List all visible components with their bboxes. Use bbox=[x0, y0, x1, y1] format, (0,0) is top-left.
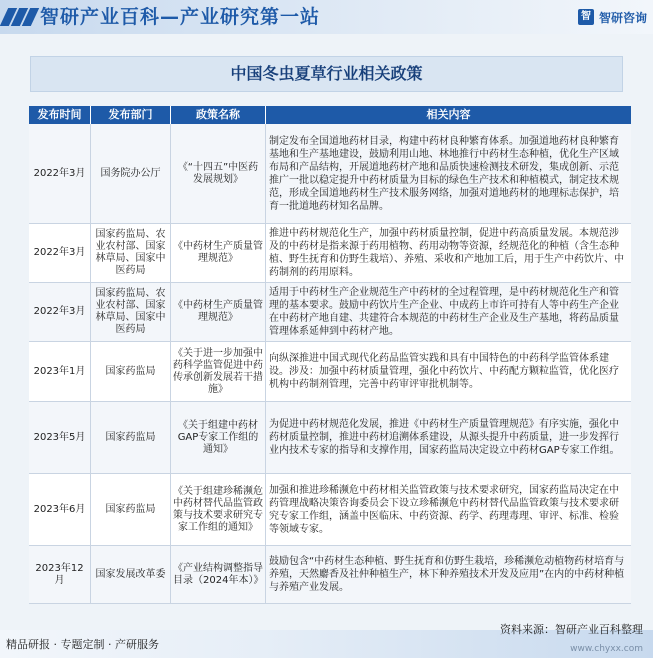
cell-dept: 国家药监局 bbox=[91, 342, 171, 401]
cell-dept: 国家发展改革委 bbox=[91, 546, 171, 603]
footer-services: 精品研报 · 专题定制 · 产研服务 bbox=[6, 638, 159, 651]
table-row bbox=[29, 402, 631, 474]
cell-dept: 国家药监局 bbox=[91, 474, 171, 545]
header-bar bbox=[0, 0, 653, 34]
table-row bbox=[29, 283, 631, 342]
data-source: 资料来源：智研产业百科整理 bbox=[500, 623, 643, 636]
column-header-name: 政策名称 bbox=[171, 106, 266, 124]
cell-dept: 国家药监局、农业农村部、国家林草局、国家中医药局 bbox=[91, 283, 171, 341]
cell-content: 推进中药材规范化生产，加强中药材质量控制，促进中药高质量发展。本规范涉及的中药材是指来源于药用植物、药用动物等资源，经规范化的种植（含生态种植、野生抚育和仿野生栽培）、养殖、采收和产地加工后，用于生产中药饮片、中药制剂的药用原料。 bbox=[269, 228, 624, 278]
table-body bbox=[29, 124, 631, 604]
header-stripes-icon bbox=[4, 8, 34, 26]
page-title: 中国冬虫夏草行业相关政策 bbox=[30, 56, 623, 92]
cell-date: 2023年12月 bbox=[29, 546, 91, 603]
cell-content: 适用于中药材生产企业规范生产中药材的全过程管理，是中药材规范化生产和管理的基本要求。鼓励中药饮片生产企业、中成药上市许可持有人等中药生产企业在中药材产地自建、共建符合本规范的中药材生产企业及生产基地，将药品质量管理体系延伸到中药材产地。 bbox=[269, 287, 619, 337]
footer-bar bbox=[0, 623, 653, 658]
cell-content: 为促进中药材规范化发展，推进《中药材生产质量管理规范》有序实施，强化中药材质量控制，推进中药材追溯体系建设，从源头提升中药质量，进一步发挥行业内技术专家的指导和支撑作用，国家药监局决定设立中药材GAP专家工作组。 bbox=[269, 419, 620, 456]
cell-date: 2022年3月 bbox=[29, 224, 91, 282]
cell-date: 2023年1月 bbox=[29, 342, 91, 401]
brand-name: 智研咨询 bbox=[598, 10, 647, 25]
cell-date: 2022年3月 bbox=[29, 124, 91, 223]
cell-dept: 国务院办公厅 bbox=[91, 124, 171, 223]
cell-policy-name: 《中药材生产质量管理规范》 bbox=[171, 283, 266, 341]
cell-policy-name: 《产业结构调整指导目录（2024年本）》 bbox=[171, 546, 266, 603]
table-header bbox=[29, 106, 631, 124]
table-row bbox=[29, 474, 631, 546]
cell-date: 2022年3月 bbox=[29, 283, 91, 341]
cell-policy-name: 《中药材生产质量管理规范》 bbox=[171, 224, 266, 282]
column-header-content: 相关内容 bbox=[426, 108, 471, 121]
column-header-date: 发布时间 bbox=[29, 106, 91, 124]
table-row bbox=[29, 124, 631, 224]
cell-policy-name: 《关于组建中药材GAP专家工作组的通知》 bbox=[171, 402, 266, 473]
header-title: 智研产业百科—产业研究第一站 bbox=[40, 6, 321, 28]
cell-dept: 国家药监局、农业农村部、国家林草局、国家中医药局 bbox=[91, 224, 171, 282]
cell-content: 鼓励包含“中药材生态种植、野生抚育和仿野生栽培，珍稀濒危动植物药材培育与养殖，天然麝香及社仲种植生产，林下种养殖技术开发及应用”在内的中药材种植与养殖产业发展。 bbox=[269, 556, 625, 593]
cell-policy-name: 《“十四五”中医药发展规划》 bbox=[171, 124, 266, 223]
cell-date: 2023年6月 bbox=[29, 474, 91, 545]
cell-content: 向纵深推进中国式现代化药品监管实践和具有中国特色的中药科学监管体系建设。涉及：加强中药材质量管理，强化中药饮片、中药配方颗粒监管，优化医疗机构中药制剂管理，完善中药审评审批机制等。 bbox=[269, 353, 619, 390]
cell-content: 制定发布全国道地药材目录，构建中药材良种繁育体系。加强道地药材良种繁育基地和生产基地建设，鼓励利用山地、林地推行中药材生态种植，优化生产区域布局和产品结构，开展道地药材产地和品质快速检测技术研发，集成创新、示范推广一批以稳定提升中药材质量为目标的绿色生产技术和种植模式，制定技术规范，形成全国道地药材生产技术服务网络，加强对道地药材的地理标志保护，培育一批道地药材知名品牌。 bbox=[269, 135, 619, 212]
column-header-dept: 发布部门 bbox=[91, 106, 171, 124]
cell-date: 2023年5月 bbox=[29, 402, 91, 473]
cell-content: 加强和推进珍稀濒危中药材相关监管政策与技术要求研究，国家药监局决定在中药管理战略决策咨询委员会下设立珍稀濒危中药材替代品监管政策与技术要求研究专家工作组，涵盖中医临床、中药资源、药学、药理毒理、审评、标准、检验等领域专家。 bbox=[269, 484, 619, 535]
policy-table bbox=[29, 106, 631, 604]
table-row bbox=[29, 342, 631, 402]
brand bbox=[578, 9, 647, 25]
cell-policy-name: 《关于组建珍稀濒危中药材替代品监管政策与技术要求研究专家工作组的通知》 bbox=[171, 474, 266, 545]
table-row bbox=[29, 546, 631, 604]
table-row bbox=[29, 224, 631, 283]
site-url: www.chyxx.com bbox=[570, 644, 643, 654]
cell-policy-name: 《关于进一步加强中药科学监管促进中药传承创新发展若干措施》 bbox=[171, 342, 266, 401]
brand-logo-icon: 智 bbox=[578, 9, 594, 25]
cell-dept: 国家药监局 bbox=[91, 402, 171, 473]
